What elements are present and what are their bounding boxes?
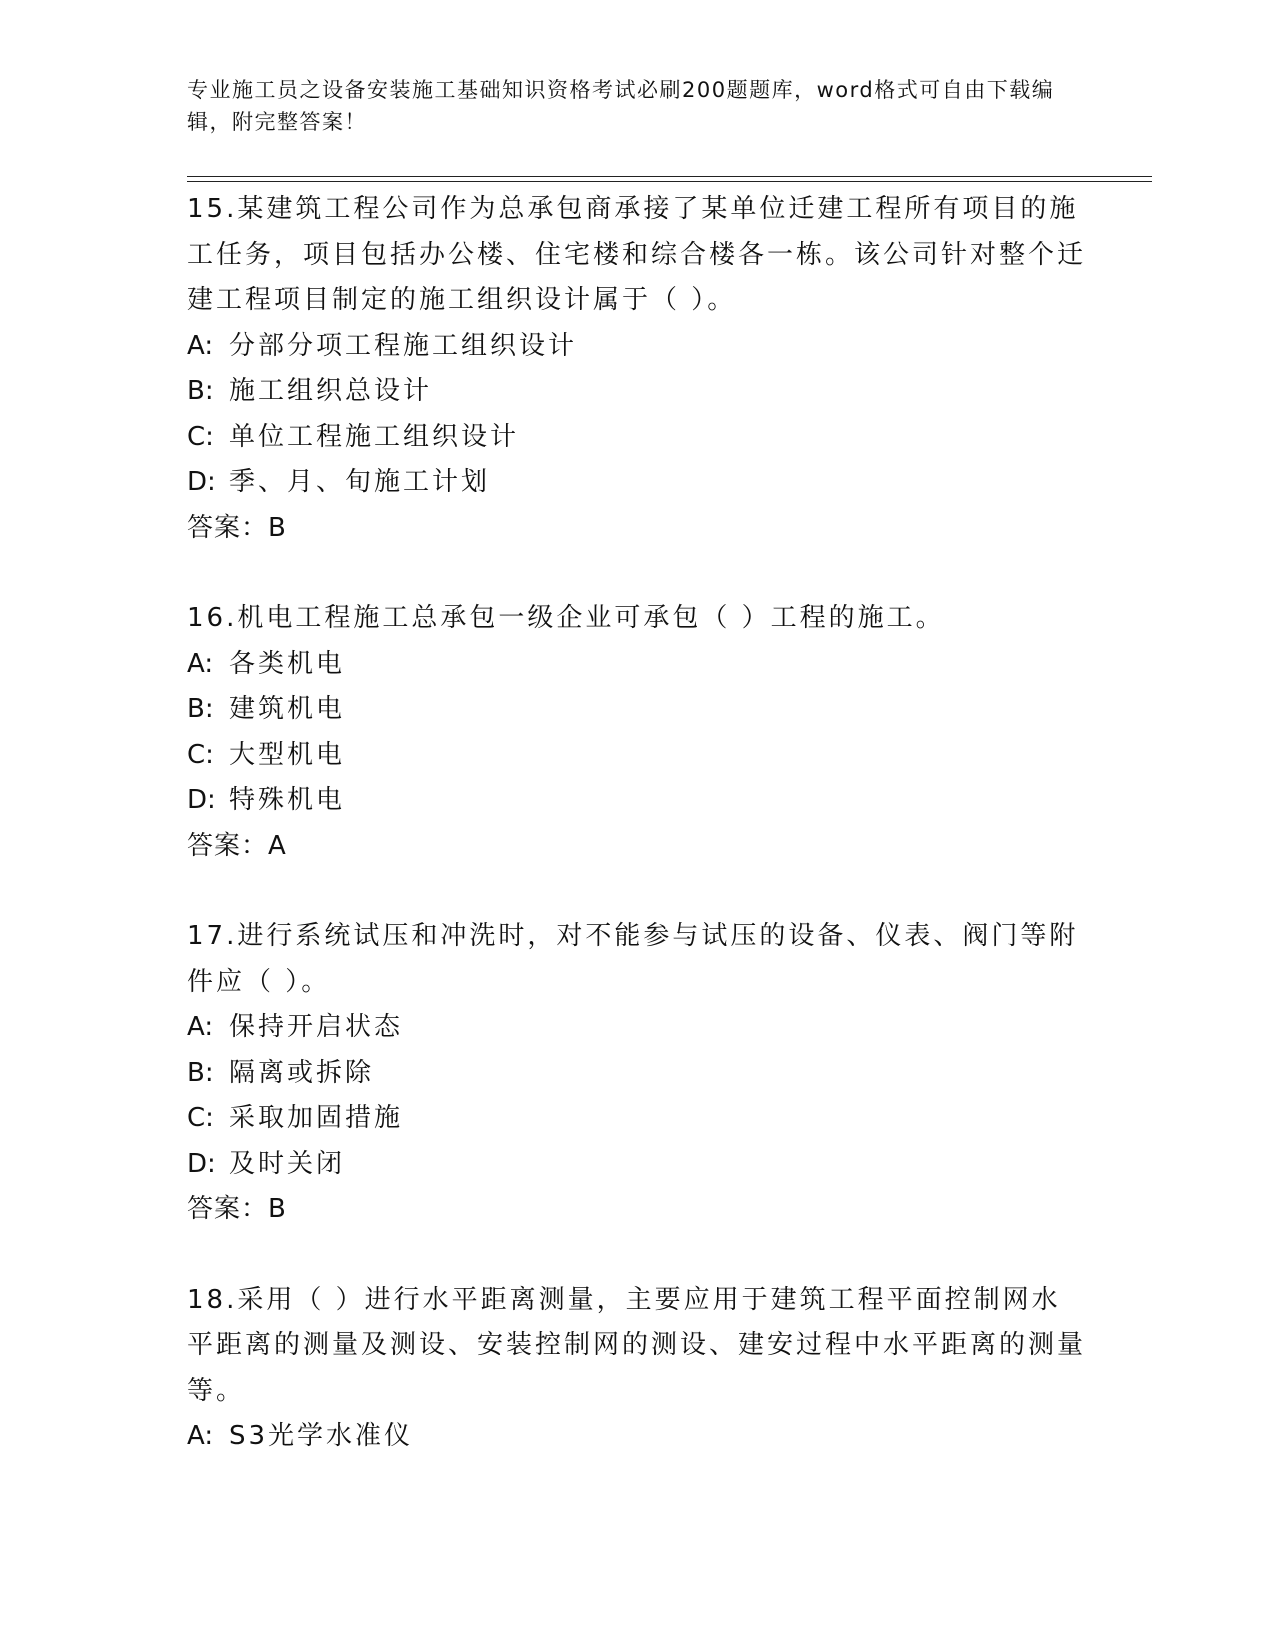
option-letter: D: — [187, 467, 216, 497]
option-text: 季、月、旬施工计划 — [229, 467, 491, 497]
option-a — [187, 642, 1087, 688]
option-text: 单位工程施工组织设计 — [229, 421, 520, 452]
question-text: 17.进行系统试压和冲洗时，对不能参与试压的设备、仪表、阀门等附件应（ ）。 — [187, 921, 1079, 997]
option-c — [187, 733, 1087, 779]
option-letter: D: — [187, 1148, 216, 1179]
option-b — [187, 369, 1087, 415]
option-letter: D: — [187, 785, 216, 815]
question-text: 15.某建筑工程公司作为总承包商承接了某单位迁建工程所有项目的施工任务，项目包括办公楼、住宅楼和综合楼各一栋。该公司针对整个迁建工程项目制定的施工组织设计属于（ ）。 — [187, 194, 1087, 315]
option-text: 特殊机电 — [229, 785, 346, 815]
option-letter: A: — [187, 648, 214, 679]
option-d — [187, 1142, 1087, 1188]
option-text: 保持开启状态 — [229, 1012, 404, 1042]
answer-line: 答案：B — [187, 512, 287, 543]
header-divider-bottom — [187, 181, 1152, 182]
option-letter: C: — [187, 1103, 214, 1133]
option-a — [187, 1414, 1087, 1460]
option-b — [187, 687, 1087, 733]
option-text: 各类机电 — [229, 648, 346, 679]
question-18 — [187, 1278, 1087, 1460]
option-c — [187, 1096, 1087, 1142]
question-15 — [187, 187, 1087, 551]
option-text: 采取加固措施 — [229, 1103, 404, 1133]
option-letter: B: — [187, 694, 214, 724]
option-a — [187, 1005, 1087, 1051]
option-b — [187, 1051, 1087, 1097]
option-letter: C: — [187, 739, 214, 770]
option-letter: A: — [187, 330, 214, 361]
answer-line: 答案：A — [187, 830, 287, 861]
header-divider-top — [187, 176, 1152, 177]
option-text: 施工组织总设计 — [229, 376, 433, 406]
question-text: 16.机电工程施工总承包一级企业可承包（ ）工程的施工。 — [187, 603, 945, 633]
question-17 — [187, 914, 1087, 1233]
option-d — [187, 460, 1087, 506]
option-text: 建筑机电 — [229, 694, 346, 724]
option-a — [187, 324, 1087, 370]
option-letter: B: — [187, 1057, 214, 1088]
option-d — [187, 778, 1087, 824]
option-letter: A: — [187, 1012, 214, 1042]
answer-line: 答案：B — [187, 1194, 287, 1224]
option-c — [187, 415, 1087, 461]
option-text: 及时关闭 — [229, 1148, 346, 1179]
option-letter: B: — [187, 376, 214, 406]
question-16 — [187, 596, 1087, 869]
option-text: 分部分项工程施工组织设计 — [229, 330, 578, 361]
question-list — [187, 187, 1087, 1460]
document-header: 专业施工员之设备安装施工基础知识资格考试必刷200题题库，word格式可自由下载编辑，附完整答案！ — [187, 78, 1055, 134]
option-letter: A: — [187, 1421, 214, 1451]
option-text: 大型机电 — [229, 739, 346, 770]
option-letter: C: — [187, 421, 214, 452]
option-text: S3光学水准仪 — [229, 1421, 414, 1451]
question-text: 18.采用（ ）进行水平距离测量，主要应用于建筑工程平面控制网水平距离的测量及测设、安装控制网的测设、建安过程中水平距离的测量等。 — [187, 1284, 1087, 1406]
option-text: 隔离或拆除 — [229, 1057, 375, 1088]
